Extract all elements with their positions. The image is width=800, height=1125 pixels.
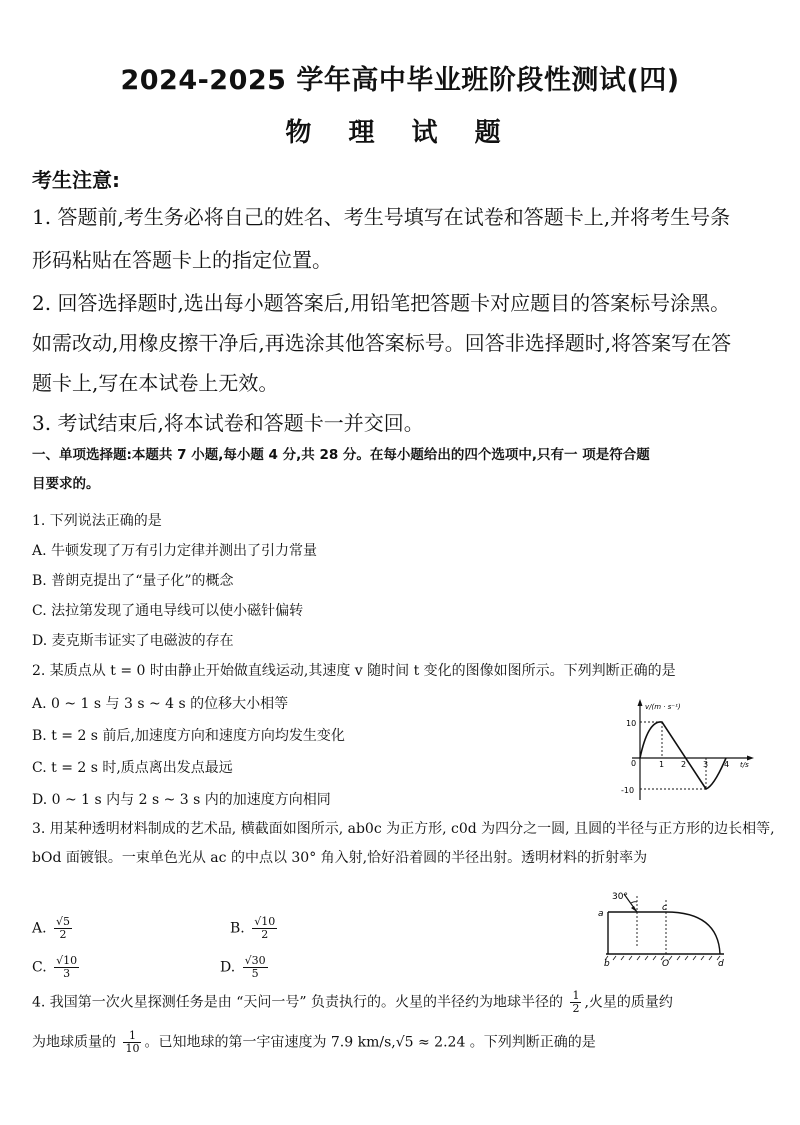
q3-option-b: [230, 916, 280, 941]
velocity-curve: [640, 722, 726, 789]
q4-line-2: [32, 1030, 596, 1055]
q1-stem: 1. 下列说法正确的是: [32, 513, 162, 529]
q3-b-numerator: √10: [254, 915, 276, 928]
q4-radius-ratio: [570, 990, 581, 1015]
section-1-heading-line-1: 一、单项选择题:本题共 7 小题,每小题 4 分,共 28 分。在每小题给出的四个选项中,只有一 项是符合题: [32, 447, 650, 463]
q1-option-d: D. 麦克斯韦证实了电磁波的存在: [32, 633, 234, 649]
q3-option-b-label: B.: [230, 920, 245, 937]
q3-option-d: [220, 955, 271, 980]
q2-option-b: B. t = 2 s 前后,加速度方向和速度方向均发生变化: [32, 728, 345, 744]
q3-option-d-label: D.: [220, 959, 236, 976]
q3-c-denominator: 3: [63, 967, 71, 980]
q3-b-denominator: 2: [261, 928, 269, 941]
q3-option-a-label: A.: [32, 920, 47, 937]
figure-point-c: c: [662, 903, 667, 913]
q4-mass-denominator: 10: [125, 1042, 140, 1055]
graph-y-axis-label: v/(m · s⁻¹): [645, 703, 681, 711]
subject-title: 物 理 试 题: [285, 118, 515, 148]
figure-point-a: a: [598, 909, 604, 919]
notice-heading: 考生注意:: [32, 168, 120, 192]
q3-option-a-value: [54, 916, 72, 941]
notice-item-2-line-1: 2. 回答选择题时,选出每小题答案后,用铅笔把答题卡对应题目的答案标号涂黑。: [32, 291, 731, 315]
section-1-heading-line-2: 目要求的。: [32, 476, 100, 492]
notice-item-2-line-2: 如需改动,用橡皮擦干净后,再选涂其他答案标号。回答非选择题时,将答案写在答: [32, 331, 732, 355]
graph-origin-label: 0: [631, 759, 637, 768]
notice-item-1-line-2: 形码粘贴在答题卡上的指定位置。: [32, 248, 332, 272]
q2-option-d: D. 0 ~ 1 s 内与 2 s ~ 3 s 内的加速度方向相同: [32, 792, 331, 808]
q4-line-2-tail: 。已知地球的第一宇宙速度为 7.9 km/s,√5 ≈ 2.24 。下列判断正确的是: [144, 1034, 596, 1051]
graph-tick-x-2: 2: [681, 760, 687, 769]
notice-item-1-line-1: 1. 答题前,考生务必将自己的姓名、考生号填写在试卷和答题卡上,并将考生号条: [32, 205, 731, 229]
q2-option-c: C. t = 2 s 时,质点离出发点最远: [32, 760, 233, 776]
optics-figure: [596, 886, 746, 968]
graph-tick-x-4: 4: [724, 760, 730, 769]
notice-item-2-line-3: 题卡上,写在本试卷上无效。: [32, 371, 279, 395]
figure-point-d: d: [718, 959, 724, 968]
figure-point-o: O: [662, 959, 670, 968]
q4-line-1-text: 4. 我国第一次火星探测任务是由 “天问一号” 负责执行的。火星的半径约为地球半径的: [32, 994, 564, 1011]
q3-a-denominator: 2: [59, 928, 67, 941]
q4-line-2-text: 为地球质量的: [32, 1034, 116, 1051]
figure-point-b: b: [604, 959, 610, 968]
graph-tick-x-3: 3: [703, 760, 709, 769]
q4-line-1: [32, 990, 673, 1015]
q4-mass-ratio: [123, 1030, 141, 1055]
q3-option-d-value: [243, 955, 268, 980]
q4-mass-numerator: 1: [123, 1030, 141, 1043]
velocity-time-graph: [618, 696, 758, 808]
q3-stem: 3. 用某种透明材料制成的艺术品, 横截面如图所示, ab0c 为正方形, c0d 为四分之一圆, 且圆的半径与正方形的边长相等, bOd 面镀银。一束单色光从 ac 的中点以 30° 角入射,恰好沿着圆的半径出射。透明材料的折射率为: [32, 821, 775, 866]
q1-option-b: B. 普朗克提出了“量子化”的概念: [32, 573, 234, 589]
q4-radius-numerator: 1: [572, 989, 580, 1002]
figure-angle-label: 30°: [612, 892, 628, 902]
q3-option-c: [32, 955, 82, 980]
q3-option-b-value: [252, 916, 277, 941]
q4-radius-denominator: 2: [572, 1002, 580, 1015]
q3-option-a: [32, 916, 75, 941]
q2-option-a: A. 0 ~ 1 s 与 3 s ~ 4 s 的位移大小相等: [32, 696, 289, 712]
graph-tick-y-top: 10: [626, 719, 637, 728]
q3-d-denominator: 5: [251, 967, 259, 980]
q1-option-c: C. 法拉第发现了通电导线可以使小磁针偏转: [32, 603, 304, 619]
q4-line-1-tail: ,火星的质量约: [584, 994, 673, 1011]
exam-title: 2024-2025 学年高中毕业班阶段性测试(四): [120, 65, 680, 96]
notice-item-3: 3. 考试结束后,将本试卷和答题卡一并交回。: [32, 411, 424, 435]
graph-tick-y-bottom: -10: [621, 786, 635, 795]
graph-tick-x-1: 1: [659, 760, 665, 769]
q1-option-a: A. 牛顿发现了万有引力定律并测出了引力常量: [32, 543, 318, 559]
q2-stem: 2. 某质点从 t = 0 时由静止开始做直线运动,其速度 v 随时间 t 变化的图像如图所示。下列判断正确的是: [32, 663, 676, 679]
q3-c-numerator: √10: [56, 954, 78, 967]
q3-d-numerator: √30: [244, 954, 266, 967]
q3-a-numerator: √5: [56, 915, 71, 928]
q3-option-c-label: C.: [32, 959, 47, 976]
q3-option-c-value: [54, 955, 79, 980]
graph-x-axis-label: t/s: [740, 761, 749, 769]
